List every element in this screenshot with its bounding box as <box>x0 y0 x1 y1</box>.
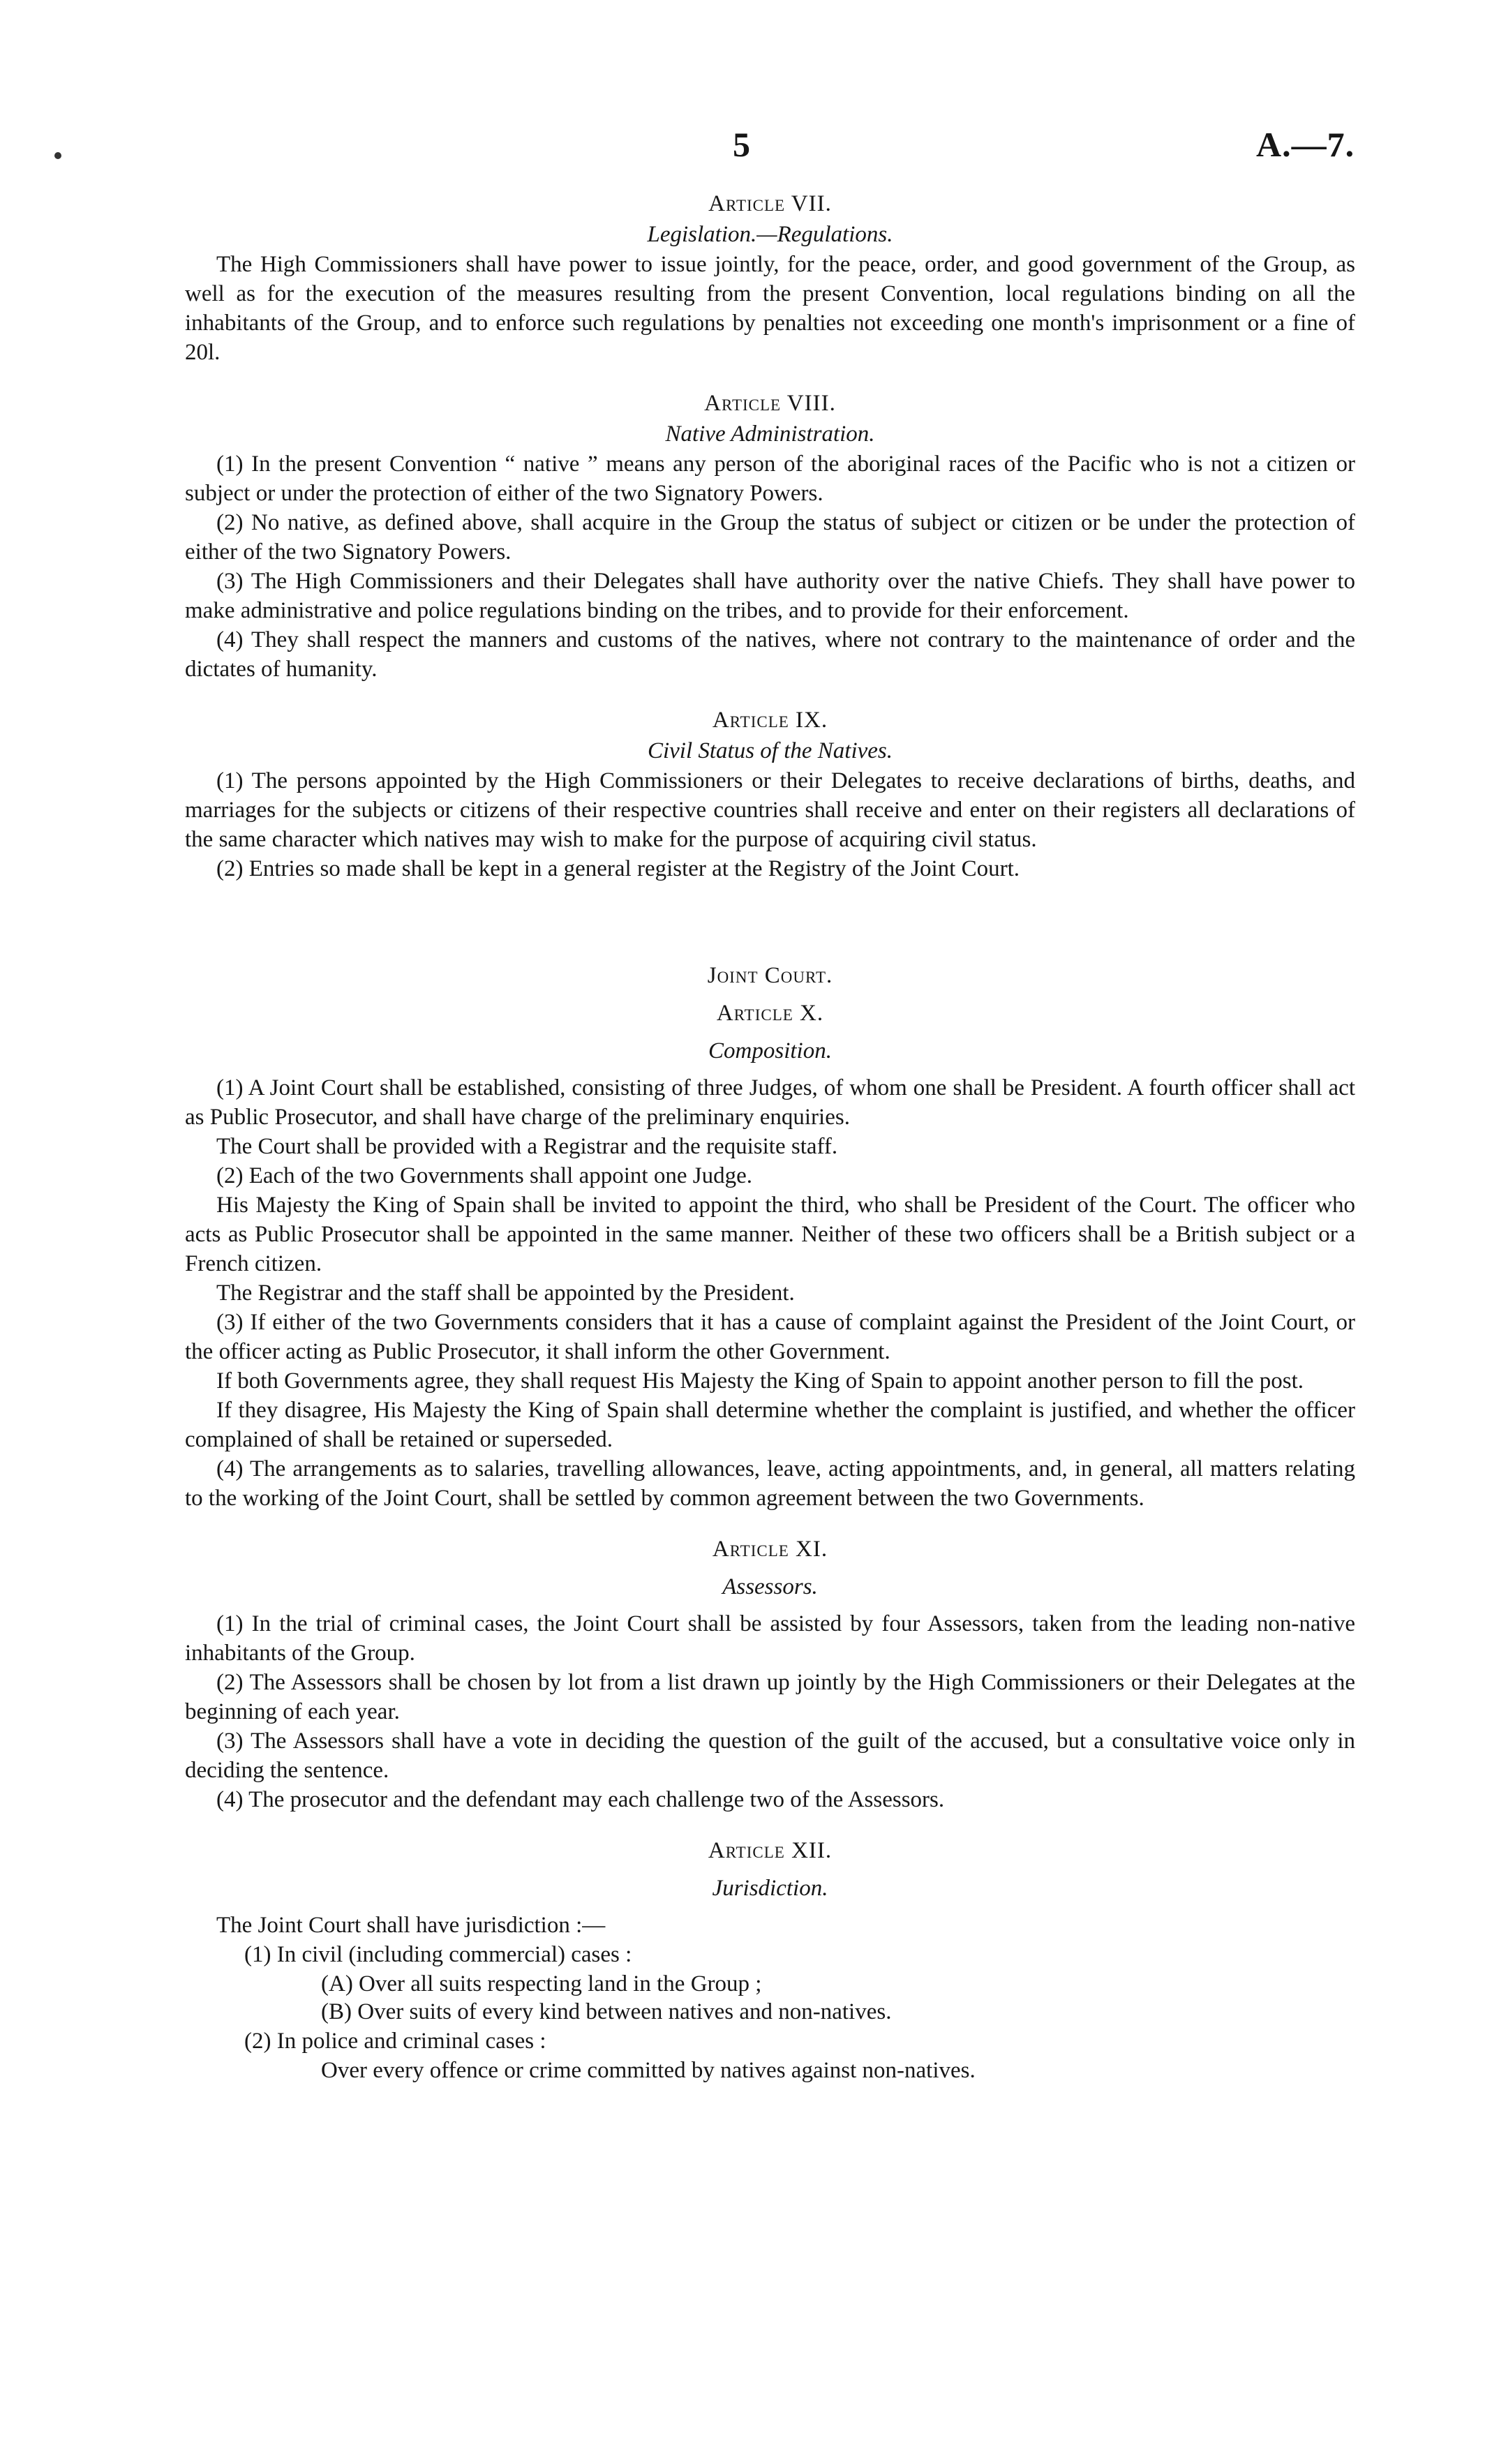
article-subtitle: Assessors. <box>722 1574 818 1599</box>
article-heading: Article XI. <box>712 1537 828 1562</box>
print-speck <box>54 152 61 159</box>
paragraph: (4) The prosecutor and the defendant may each challenge two of the Assessors. <box>216 1787 945 1812</box>
article-subtitle: Native Administration. <box>665 421 875 447</box>
article-10 <box>185 960 1355 1513</box>
article-12 <box>185 1835 1355 2085</box>
part-heading: Joint Court. <box>707 963 833 988</box>
paragraph: (2) Each of the two Governments shall appoint one Judge. <box>216 1163 752 1188</box>
paragraph: (2) No native, as defined above, shall acquire in the Group the status of subject or citizen or be under the protection of either of the two Signatory Powers. <box>185 510 1355 565</box>
article-subtitle: Legislation.—Regulations. <box>647 222 893 247</box>
paragraph: The Registrar and the staff shall be appointed by the President. <box>216 1280 795 1306</box>
list-item: (B) Over suits of every kind between natives and non-natives. <box>321 1999 892 2024</box>
article-subtitle: Composition. <box>708 1038 832 1063</box>
article-8 <box>185 388 1355 684</box>
paragraph: The High Commissioners shall have power to issue jointly, for the peace, order, and good government of the Group, as well as for the execution of the measures resulting from the present Convention, local regulations binding on all the inhabitants of the Group, and to enforce such regulations by penalties not exceeding one month's imprisonment or a fine of 20l. <box>185 252 1355 365</box>
paragraph: (1) The persons appointed by the High Commissioners or their Delegates to receive declarations of births, deaths, and marriages for the subjects or citizens of their respective countries shall receive and enter on their registers all declarations of the same character which natives may wish to make for the purpose of acquiring civil status. <box>185 768 1355 852</box>
list-item: (1) In civil (including commercial) cases : <box>244 1942 632 1967</box>
article-subtitle: Civil Status of the Natives. <box>647 738 893 763</box>
list-item: (2) In police and criminal cases : <box>244 2029 546 2054</box>
article-9 <box>185 705 1355 883</box>
article-heading: Article VII. <box>708 191 832 216</box>
paragraph: The Joint Court shall have jurisdiction :— <box>216 1913 606 1938</box>
paragraph: If both Governments agree, they shall request His Majesty the King of Spain to appoint another person to fill the post. <box>216 1368 1304 1394</box>
paragraph: The Court shall be provided with a Registrar and the requisite staff. <box>216 1134 838 1159</box>
paragraph: His Majesty the King of Spain shall be invited to appoint the third, who shall be President of the Court. The officer who acts as Public Prosecutor shall be appointed in the same manner. Neither of these two officers shall be a British subject or a French citizen. <box>185 1193 1355 1276</box>
document-reference: A.—7. <box>1256 125 1355 164</box>
article-heading: Article VIII. <box>704 391 836 416</box>
paragraph: (4) The arrangements as to salaries, travelling allowances, leave, acting appointments, and, in general, all matters relating to the working of the Joint Court, shall be settled by common agreement between the two Governments. <box>185 1456 1355 1511</box>
paragraph: (1) In the present Convention “ native ” means any person of the aboriginal races of the Pacific who is not a citizen or subject or under the protection of either of the two Signatory Powers. <box>185 451 1355 506</box>
paragraph: (1) A Joint Court shall be established, consisting of three Judges, of whom one shall be President. A fourth officer shall act as Public Prosecutor, and shall have charge of the preliminary enquiries. <box>185 1075 1355 1130</box>
paragraph: (3) If either of the two Governments considers that it has a cause of complaint against the President of the Joint Court, or the officer acting as Public Prosecutor, it shall inform the other Government. <box>185 1310 1355 1364</box>
article-heading: Article IX. <box>712 708 828 733</box>
article-7 <box>185 188 1355 367</box>
paragraph: (2) Entries so made shall be kept in a general register at the Registry of the Joint Court. <box>216 856 1020 881</box>
page-number: 5 <box>733 125 750 164</box>
paragraph: (3) The Assessors shall have a vote in deciding the question of the guilt of the accused, but a consultative voice only in deciding the sentence. <box>185 1728 1355 1783</box>
paragraph: If they disagree, His Majesty the King of Spain shall determine whether the complaint is justified, and whether the officer complained of shall be retained or superseded. <box>185 1398 1355 1452</box>
article-11 <box>185 1534 1355 1814</box>
list-item: Over every offence or crime committed by natives against non-natives. <box>321 2058 976 2083</box>
document-body <box>185 188 1355 2085</box>
article-subtitle: Jurisdiction. <box>712 1876 828 1901</box>
article-heading: Article X. <box>716 1001 824 1026</box>
article-heading: Article XII. <box>708 1838 833 1863</box>
paragraph: (3) The High Commissioners and their Delegates shall have authority over the native Chiefs. They shall have power to make administrative and police regulations binding on the tribes, and to provide for their enforcement. <box>185 569 1355 623</box>
list-item: (A) Over all suits respecting land in the Group ; <box>321 1971 762 1996</box>
paragraph: (2) The Assessors shall be chosen by lot from a list drawn up jointly by the High Commissioners or their Delegates at the beginning of each year. <box>185 1670 1355 1724</box>
paragraph: (1) In the trial of criminal cases, the Joint Court shall be assisted by four Assessors, taken from the leading non-native inhabitants of the Group. <box>185 1611 1355 1666</box>
paragraph: (4) They shall respect the manners and customs of the natives, where not contrary to the maintenance of order and the dictates of humanity. <box>185 627 1355 682</box>
